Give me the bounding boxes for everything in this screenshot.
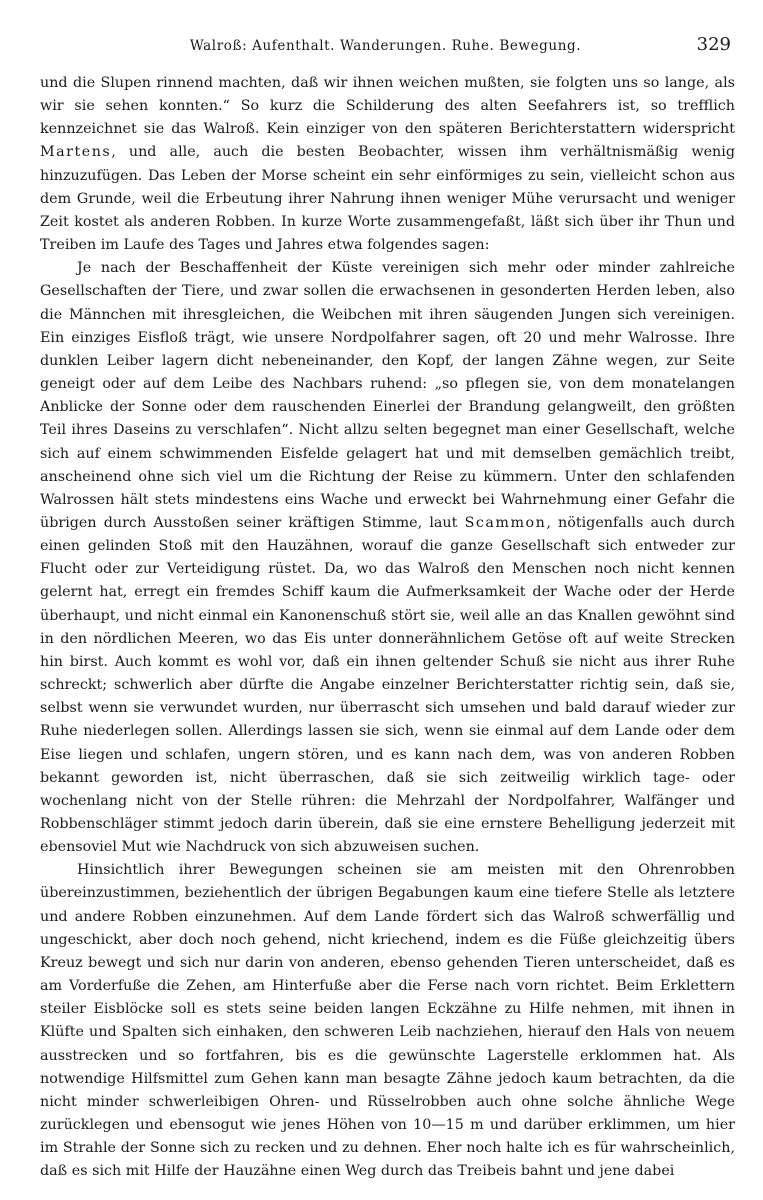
running-title: Walroß: Aufenthalt. Wanderungen. Ruhe. Bewegung.	[189, 38, 582, 54]
author-name-scammon: Scammon	[464, 514, 547, 531]
text-run: Hinsichtlich ihrer Bewegungen scheinen sie am meisten mit den Ohrenrobben übereinzustimmen, beziehentlich der übrigen Begabungen kaum eine tiefere Stelle als letztere und andere Robben einzunehmen. Auf dem Lande fördert sich das Walroß schwerfällig und ungeschickt, aber doch noch gehend, nicht kriechend, indem es die Füße gleichzeitig übers Kreuz bewegt und sich nur darin von anderen, ebenso gehenden Tieren unterscheidet, daß es am Vorderfuße die Zehen, am Hinterfuße aber die Ferse nach vorn richtet. Beim Erklettern steiler Eisblöcke soll es stets seine beiden langen Eckzähne zu Hilfe nehmen, mit ihnen in Klüfte und Spalten sich einhaken, den schweren Leib nachziehen, hierauf den Hals von neuem ausstrecken und so fortfahren, bis es die gewünschte Lagerstelle erklommen hat. Als notwendige Hilfsmittel zum Gehen kann man besagte Zähne jedoch kaum betrachten, da die nicht minder schwerleibigen Ohren- und Rüsselrobben auch ohne solche ähnliche Wege zurücklegen und ebensogut wie jenes Höhen von 10—15 m und darüber erklimmen, um hier im Strahle der Sonne sich zu recken und zu dehnen. Eher noch halte ich es für wahrscheinlich, daß es sich mit Hilfe der Hauzähne einen Weg durch das Treibeis bahnt und jene dabei	[40, 862, 735, 1180]
paragraph-continued	[40, 72, 735, 257]
text-run: Je nach der Beschaffenheit der Küste vereinigen sich mehr oder minder zahlreiche Gesellschaften der Tiere, und zwar sollen die erwachsenen in gesonderten Herden leben, also die Männchen mit ihresgleichen, die Weibchen mit ihren säugenden Jungen sich vereinigen. Ein einziges Eisfloß trägt, wie unsere Nordpolfahrer sagen, oft 20 und mehr Walrosse. Ihre dunklen Leiber lagern dicht nebeneinander, den Kopf, der langen Zähne wegen, zur Seite geneigt oder auf dem Leibe des Nachbars ruhend: „so pflegen sie, von dem monatelangen Anblicke der Sonne oder dem rauschenden Einerlei der Brandung gelangweilt, den größten Teil ihres Daseins zu verschlafen“. Nicht allzu selten begegnet man einer Gesellschaft, welche sich auf einem schwimmenden Eisfelde gelagert hat und mit demselben gemächlich treibt, anscheinend ohne sich viel um die Richtung der Reise zu kümmern. Unter den schlafenden Walrossen hält stets mindestens eins Wache und erweckt bei Wahrnehmung einer Gefahr die übrigen durch Ausstoßen seiner kräftigen Stimme, laut	[40, 260, 735, 531]
page-number: 329	[696, 34, 731, 55]
text-run: und die Slupen rinnend machten, daß wir ihnen weichen mußten, sie folgten uns so lange, als wir sie sehen konnten.“ So kurz die Schilderung des alten Seefahrers ist, so trefflich kennzeichnet sie das Walroß. Kein einziger von den späteren Berichterstattern widerspricht	[40, 75, 735, 138]
paragraph-movement	[40, 859, 735, 1183]
running-head	[40, 34, 731, 58]
author-name-martens: Martens	[40, 144, 112, 161]
paragraph-herds	[40, 257, 735, 859]
text-run: , und alle, auch die besten Beobachter, wissen ihm verhältnismäßig wenig hinzuzufügen. Das Leben der Morse scheint ein sehr einförmiges zu sein, vielleicht schon aus dem Grunde, weil die Erbeutung ihrer Nahrung ihnen weniger Mühe verursacht und weniger Zeit kostet als anderen Robben. In kurze Worte zusammengefaßt, läßt sich über ihr Thun und Treiben im Laufe des Tages und Jahres etwa folgendes sagen:	[40, 144, 735, 254]
text-run: , nötigenfalls auch durch einen gelinden Stoß mit den Hauzähnen, worauf die ganze Gesellschaft sich entweder zur Flucht oder zur Verteidigung rüstet. Da, wo das Walroß den Menschen noch nicht kennen gelernt hat, erregt ein fremdes Schiff kaum die Aufmerksamkeit der Wache oder der Herde überhaupt, und nicht einmal ein Kanonenschuß stört sie, weil alle an das Knallen gewöhnt sind in den nördlichen Meeren, wo das Eis unter donnerähnlichem Getöse oft auf weite Strecken hin birst. Auch kommt es wohl vor, daß ein ihnen geltender Schuß sie nicht aus ihrer Ruhe schreckt; schwerlich aber dürfte die Angabe einzelner Berichterstatter richtig sein, daß sie, selbst wenn sie verwundet wurden, nur überrascht sich umsehen und bald darauf wieder zur Ruhe niederlegen sollen. Allerdings lassen sie sich, wenn sie einmal auf dem Lande oder dem Eise liegen und schlafen, ungern stören, und es kann nach dem, was von anderen Robben bekannt geworden ist, nicht überraschen, daß sie sich zeitweilig wirklich tage- oder wochenlang nicht von der Stelle rühren: die Mehrzahl der Nordpolfahrer, Walfänger und Robbenschläger stimmt jedoch darin überein, daß sie eine ernstere Behelligung jederzeit mit ebensoviel Mut wie Nachdruck von sich abzuweisen suchen.	[40, 514, 735, 856]
body-text	[40, 72, 735, 1184]
